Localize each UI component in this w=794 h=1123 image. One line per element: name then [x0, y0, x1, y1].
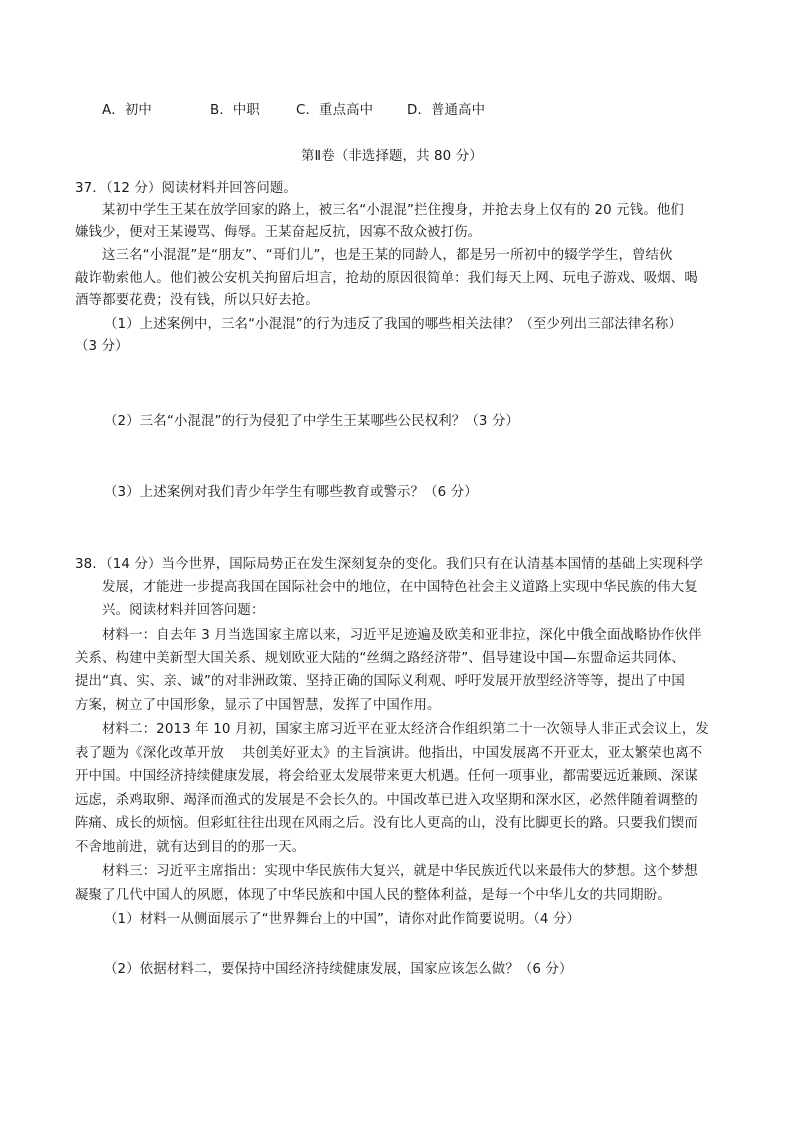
- section-title: 第Ⅱ卷（非选择题，共 80 分）: [301, 149, 483, 164]
- q37-material-line: 某初中学生王某在放学回家的路上，被三名“小混混”拦住搜身，并抢去身上仅有的 20 元钱。他们: [102, 203, 684, 218]
- q37-material-line: 酒等都要花费；没有钱，所以只好去抢。: [75, 293, 319, 308]
- q37-material-line: 这三名“小混混”是“朋友”、“哥们儿”，也是王某的同龄人，都是另一所初中的辍学学生，曾结伙: [102, 248, 673, 263]
- q38-material2-line: 表了题为《深化改革开放 共创美好亚太》的主旨演讲。他指出，中国发展离不开亚太，亚太繁荣也离不: [75, 746, 703, 761]
- q37-stem: 37．（12 分）阅读材料并回答问题。: [75, 181, 297, 196]
- q38-material1-line: 方案，树立了中国形象，显示了中国智慧，发挥了中国作用。: [75, 698, 441, 713]
- option-d: D．普通高中: [407, 103, 486, 118]
- q38-question-2: （2）依据材料二，要保持中国经济持续健康发展，国家应该怎么做？（6 分）: [104, 962, 573, 977]
- option-a: A．初中: [102, 103, 152, 118]
- q38-material3-line: 材料三：习近平主席指出：实现中华民族伟大复兴，就是中华民族近代以来最伟大的梦想。这个梦想: [102, 864, 698, 879]
- q38-material2-line: 材料二：2013 年 10 月初，国家主席习近平在亚太经济合作组织第二十一次领导人非正式会议上，发: [102, 722, 709, 737]
- q38-material3-line: 凝聚了几代中国人的夙愿，体现了中华民族和中国人民的整体利益，是每一个中华儿女的共同期盼。: [75, 888, 671, 903]
- q38-material1-line: 关系、构建中美新型大国关系、规划欧亚大陆的“丝绸之路经济带”、倡导建设中国—东盟命运共同体、: [75, 651, 685, 666]
- q37-question-2: （2）三名“小混混”的行为侵犯了中学生王某哪些公民权利？（3 分）: [104, 414, 520, 429]
- q38-material2-line: 开中国。中国经济持续健康发展，将会给亚太发展带来更大机遇。任何一项事业，都需要远近兼顾、深谋: [75, 769, 698, 784]
- q38-material2-line: 远虑，杀鸡取卵、竭泽而渔式的发展是不会长久的。中国改革已进入攻坚期和深水区，必然伴随着调整的: [75, 793, 698, 808]
- q38-material1-line: 材料一：自去年 3 月当选国家主席以来，习近平足迹遍及欧美和亚非拉，深化中俄全面战略协作伙伴: [102, 628, 702, 643]
- q37-material-line: 敲诈勒索他人。他们被公安机关拘留后坦言，抢劫的原因很简单：我们每天上网、玩电子游戏、吸烟、喝: [75, 271, 698, 286]
- option-b: B．中职: [210, 103, 260, 118]
- q37-material-line: 嫌钱少，便对王某谩骂、侮辱。王某奋起反抗，因寡不敌众被打伤。: [75, 225, 482, 240]
- q38-stem-line: 兴。阅读材料并回答问题：: [102, 603, 265, 618]
- q38-stem-line: 38．（14 分）当今世界，国际局势正在发生深刻复杂的变化。我们只有在认清基本国情的基础上实现科学: [75, 557, 704, 572]
- q37-question-3: （3）上述案例对我们青少年学生有哪些教育或警示？（6 分）: [104, 485, 478, 500]
- q37-question-1-points: （3 分）: [75, 339, 129, 354]
- q38-stem-line: 发展，才能进一步提高我国在国际社会中的地位，在中国特色社会主义道路上实现中华民族的伟大复: [102, 580, 698, 595]
- q38-material2-line: 不舍地前进，就有达到目的的那一天。: [75, 840, 306, 855]
- q38-question-1: （1）材料一从侧面展示了“世界舞台上的中国”，请你对此作简要说明。（4 分）: [104, 912, 581, 927]
- q38-material2-line: 阵痛、成长的烦恼。但彩虹往往出现在风雨之后。没有比人更高的山，没有比脚更长的路。只要我们锲而: [75, 816, 698, 831]
- q37-question-1: （1）上述案例中，三名“小混混”的行为违反了我国的哪些相关法律？（至少列出三部法律名称）: [104, 317, 683, 332]
- option-c: C．重点高中: [296, 103, 374, 118]
- q38-material1-line: 提出“真、实、亲、诚”的对非洲政策、坚持正确的国际义利观、呼吁发展开放型经济等等，提出了中国: [75, 674, 685, 689]
